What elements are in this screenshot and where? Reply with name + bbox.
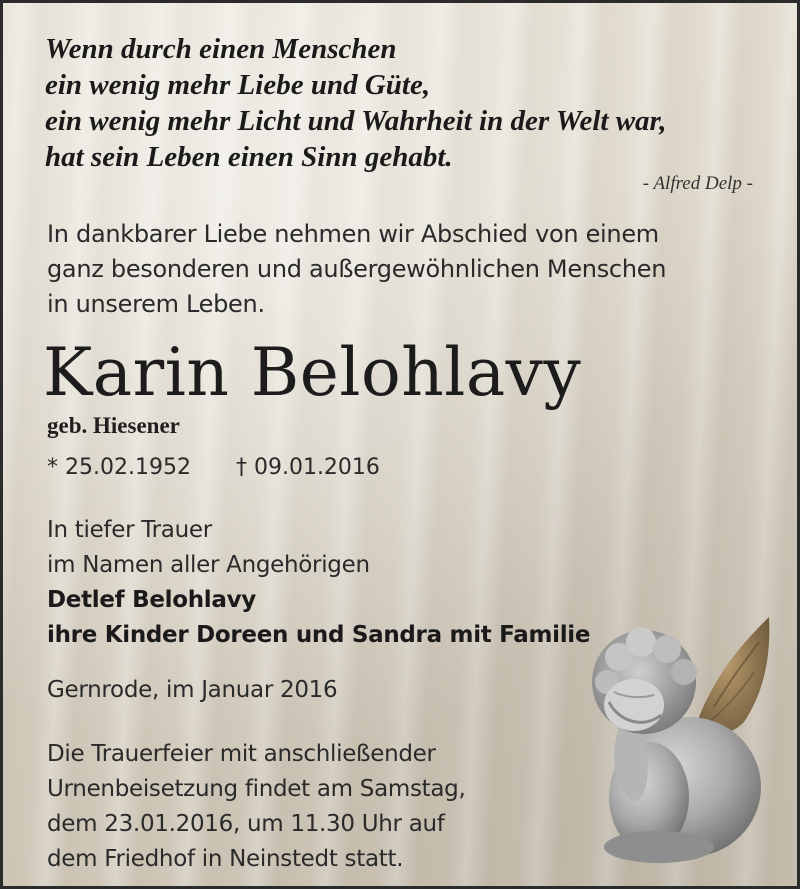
- birth-date: * 25.02.1952: [47, 455, 191, 480]
- funeral-line: Urnenbeisetzung findet am Samstag,: [47, 776, 466, 802]
- quote-line: hat sein Leben einen Sinn gehabt.: [45, 141, 453, 173]
- cherub-icon: [579, 597, 779, 867]
- memorial-quote: [45, 31, 667, 175]
- quote-author: - Alfred Delp -: [642, 173, 753, 194]
- funeral-info: [47, 737, 465, 877]
- quote-line: Wenn durch einen Menschen: [45, 33, 397, 65]
- intro-line: ganz besonderen und außergewöhnlichen Menschen: [47, 255, 667, 283]
- intro-line: in unserem Leben.: [47, 290, 265, 318]
- deceased-name: Karin Belohlavy: [43, 334, 582, 411]
- angel-statue-image: [579, 597, 779, 872]
- mourners-block: [47, 513, 590, 653]
- mourners-line: im Namen aller Angehörigen: [47, 552, 370, 578]
- maiden-name: geb. Hiesener: [47, 413, 180, 438]
- mourner-name: Detlef Belohlavy: [47, 587, 256, 613]
- quote-line: ein wenig mehr Liebe und Güte,: [45, 69, 431, 101]
- intro-text: [47, 217, 666, 322]
- life-dates: [47, 455, 418, 480]
- funeral-line: Die Trauerfeier mit anschließender: [47, 741, 436, 767]
- mourner-family: ihre Kinder Doreen und Sandra mit Familie: [47, 622, 591, 648]
- funeral-line: dem 23.01.2016, um 11.30 Uhr auf: [47, 811, 445, 837]
- death-date: † 09.01.2016: [235, 455, 380, 480]
- quote-line: ein wenig mehr Licht und Wahrheit in der Welt war,: [45, 105, 667, 137]
- mourners-line: In tiefer Trauer: [47, 517, 212, 543]
- place-date: Gernrode, im Januar 2016: [47, 677, 338, 703]
- funeral-line: dem Friedhof in Neinstedt statt.: [47, 846, 404, 872]
- intro-line: In dankbarer Liebe nehmen wir Abschied von einem: [47, 220, 659, 248]
